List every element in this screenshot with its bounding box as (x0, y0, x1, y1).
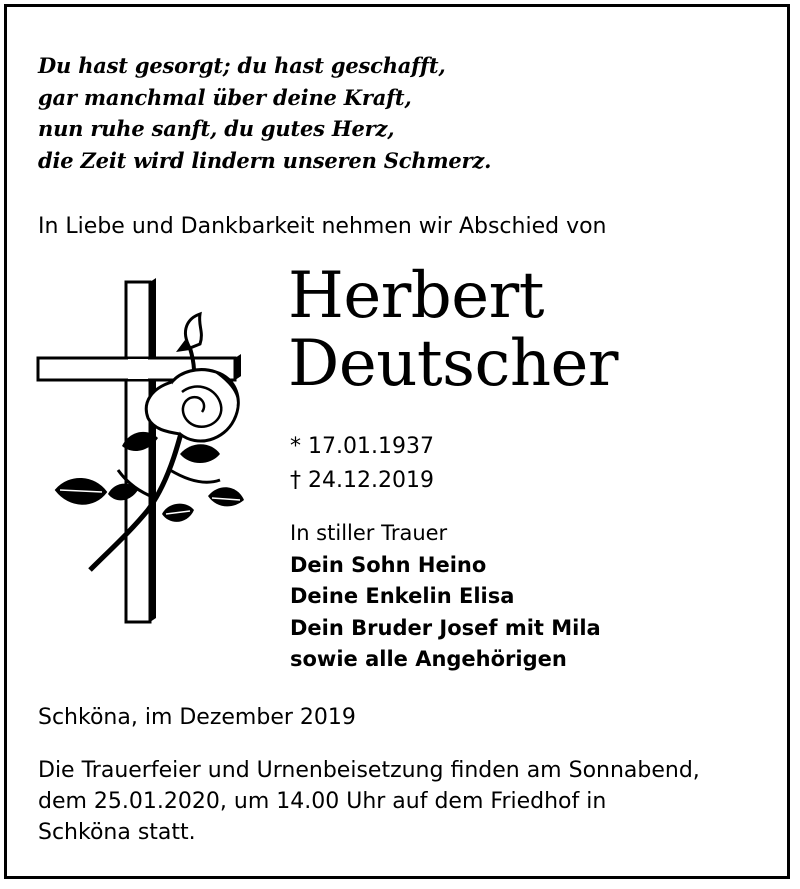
poem-line: Du hast gesorgt; du hast geschafft, (38, 53, 446, 78)
poem-line: die Zeit wird lindern unseren Schmerz. (38, 147, 492, 173)
first-name: Herbert (288, 259, 544, 333)
cross-with-rose-icon (30, 270, 250, 630)
mourner-name: Dein Sohn Heino (290, 552, 487, 577)
mourner-name: Dein Bruder Josef mit Mila (290, 615, 601, 640)
funeral-notice (38, 755, 700, 848)
last-name: Deutscher (288, 327, 618, 401)
mourner-name: Deine Enkelin Elisa (290, 584, 515, 608)
intro-text: In Liebe und Dankbarkeit nehmen wir Abschied von (38, 214, 607, 239)
mourners-heading: In stiller Trauer (290, 521, 448, 545)
poem (38, 50, 491, 176)
poem-line: nun ruhe sanft, du gutes Herz, (38, 116, 395, 141)
poem-line: gar manchmal über deine Kraft, (38, 84, 412, 110)
notice-line: dem 25.01.2020, um 14.00 Uhr auf dem Friedhof in (38, 789, 607, 814)
mourner-name: sowie alle Angehörigen (290, 647, 567, 671)
death-date: † 24.12.2019 (290, 468, 434, 493)
place-date: Schköna, im Dezember 2019 (38, 705, 356, 730)
notice-line: Schköna statt. (38, 820, 196, 845)
life-dates (290, 430, 434, 498)
notice-line: Die Trauerfeier und Urnenbeisetzung finden am Sonnabend, (38, 758, 700, 783)
deceased-name (288, 259, 618, 401)
birth-date: * 17.01.1937 (290, 434, 434, 459)
mourners (290, 518, 601, 676)
